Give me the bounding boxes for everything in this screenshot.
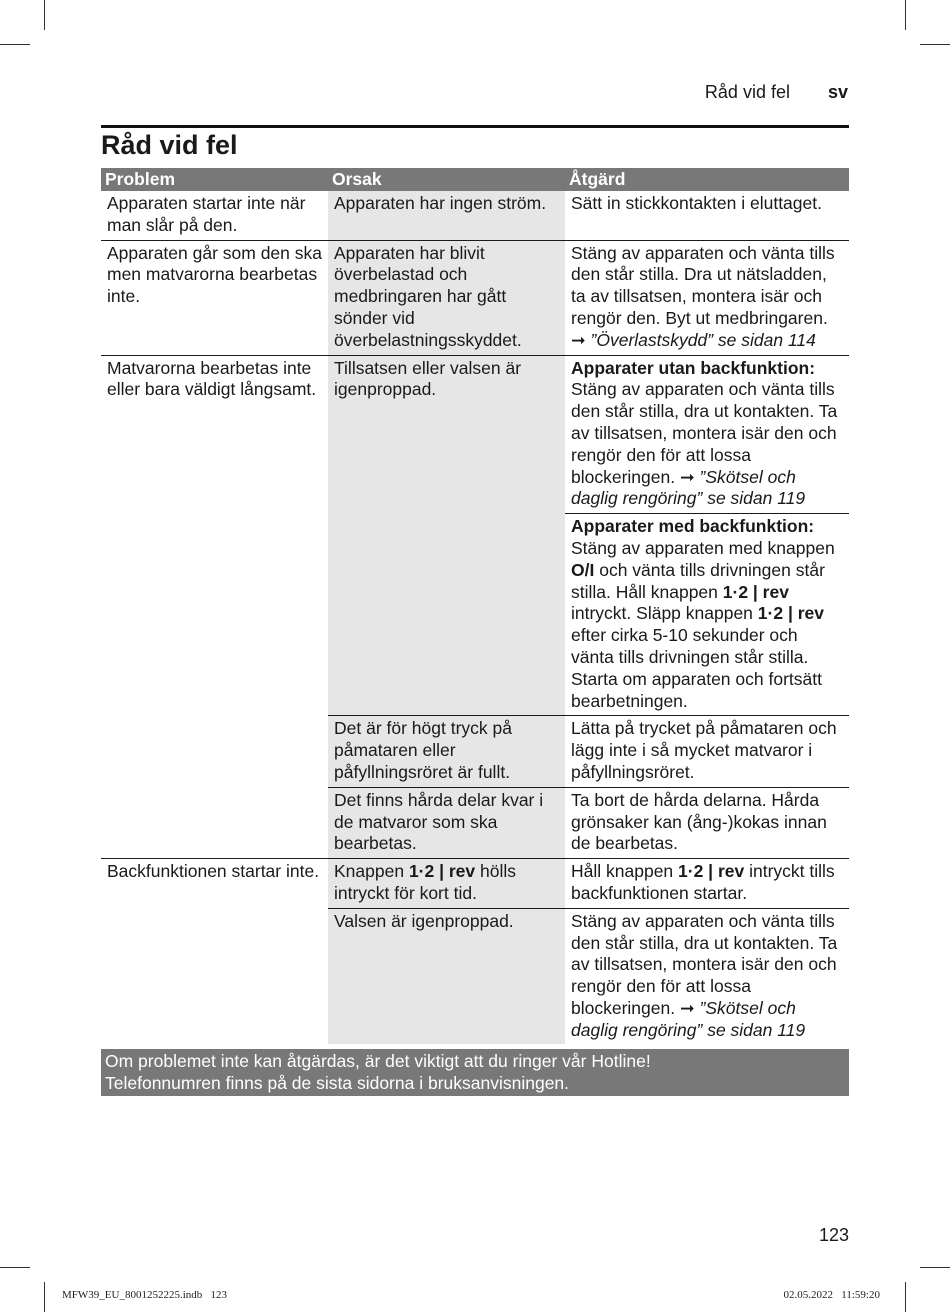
remedy-text: Stäng av apparaten och vänta tills den står stilla, dra ut kontakten. Ta av tillsatsen, montera isär den och rengör den för att lossa blockeringen. bbox=[571, 910, 838, 1018]
remedy-text: Håll knappen bbox=[571, 861, 674, 882]
remedy-text: intryckt. Släpp knappen bbox=[571, 603, 753, 624]
crop-mark bbox=[44, 1282, 45, 1312]
crop-mark bbox=[0, 44, 30, 45]
page-reference: ”Skötsel och daglig rengöring” se sidan 119 bbox=[571, 997, 806, 1040]
crop-mark bbox=[44, 0, 45, 30]
print-slug-date: 02.05.2022 11:59:20 bbox=[783, 1289, 880, 1301]
table-row bbox=[101, 191, 849, 240]
remedy-cell bbox=[565, 355, 849, 514]
print-slug-file: MFW39_EU_8001252225.indb 123 bbox=[62, 1289, 227, 1301]
arrow-icon: ➞ bbox=[679, 997, 695, 1018]
remedy-text: och vänta tills drivningen står stilla. Håll knappen bbox=[571, 559, 825, 602]
remedy-cell: Sätt in stickkontakten i eluttaget. bbox=[565, 191, 849, 240]
power-button-symbol: O/I bbox=[571, 559, 595, 580]
crop-mark bbox=[905, 1282, 906, 1312]
title-rule bbox=[101, 125, 849, 128]
cause-cell bbox=[328, 859, 565, 909]
speed-rev-button-symbol: 1·2 | rev bbox=[678, 861, 745, 882]
running-head-lang: sv bbox=[827, 82, 848, 102]
cause-cell: Apparaten har ingen ström. bbox=[328, 191, 565, 240]
remedy-cell: Ta bort de hårda delarna. Hårda grönsaker kan (ång-)kokas innan de bearbetas. bbox=[565, 787, 849, 858]
problem-cell: Backfunktionen startar inte. bbox=[101, 859, 328, 1045]
remedy-text: intryckt tills backfunktionen startar. bbox=[571, 861, 835, 903]
hotline-note-line: Om problemet inte kan åtgärdas, är det viktigt att du ringer vår Hotline! bbox=[105, 1051, 651, 1071]
cause-cell: Det finns hårda delar kvar i de matvaror som ska bearbetas. bbox=[328, 787, 565, 858]
page-reference: ”Överlastskydd” se sidan 114 bbox=[590, 329, 816, 350]
problem-cell: Apparaten går som den ska men matvarorna bearbetas inte. bbox=[101, 240, 328, 355]
cause-cell: Valsen är igenproppad. bbox=[328, 908, 565, 1044]
remedy-heading: Apparater utan backfunktion: bbox=[571, 357, 816, 378]
cause-text: hölls intryckt för kort tid. bbox=[334, 861, 517, 903]
speed-rev-button-symbol: 1·2 | rev bbox=[722, 581, 789, 602]
remedy-text: Stäng av apparaten med knappen bbox=[571, 537, 835, 558]
cause-cell: Det är för högt tryck på påmataren eller påfyllningsröret är fullt. bbox=[328, 716, 565, 787]
remedy-text: Stäng av apparaten och vänta tills den står stilla. Dra ut nätsladden, ta av tillsatsen, montera isär och rengör den. Byt ut medbringaren. bbox=[571, 242, 835, 328]
problem-cell: Matvarorna bearbetas inte eller bara väldigt långsamt. bbox=[101, 355, 328, 859]
speed-rev-button-symbol: 1·2 | rev bbox=[757, 603, 824, 624]
page-number: 123 bbox=[818, 1225, 849, 1245]
cause-cell: Apparaten har blivit överbelastad och medbringaren har gått sönder vid överbelastningsskyddet. bbox=[328, 240, 565, 355]
speed-rev-button-symbol: 1·2 | rev bbox=[408, 861, 476, 882]
troubleshooting-table bbox=[101, 168, 849, 1044]
remedy-cell bbox=[565, 514, 849, 716]
crop-mark bbox=[0, 1267, 30, 1268]
table-row bbox=[101, 355, 849, 514]
table-row bbox=[101, 859, 849, 909]
table-row bbox=[101, 240, 849, 355]
remedy-cell bbox=[565, 859, 849, 909]
problem-cell: Apparaten startar inte när man slår på den. bbox=[101, 191, 328, 240]
cause-cell: Tillsatsen eller valsen är igenproppad. bbox=[328, 355, 565, 716]
column-header-problem: Problem bbox=[101, 168, 328, 191]
page-title: Råd vid fel bbox=[101, 130, 238, 160]
cause-text: Knappen bbox=[334, 861, 405, 882]
remedy-cell bbox=[565, 908, 849, 1044]
hotline-note-line: Telefonnumren finns på de sista sidorna i bruksanvisningen. bbox=[105, 1073, 570, 1093]
remedy-text: efter cirka 5-10 sekunder och vänta tills drivningen står stilla. Starta om apparaten och fortsätt bearbetningen. bbox=[571, 625, 822, 711]
column-header-cause: Orsak bbox=[328, 168, 565, 191]
remedy-cell: Lätta på trycket på påmataren och lägg inte i så mycket matvaror i påfyllningsröret. bbox=[565, 716, 849, 787]
crop-mark bbox=[920, 1267, 950, 1268]
remedy-text: Stäng av apparaten och vänta tills den står stilla, dra ut kontakten. Ta av tillsatsen, montera isär den och rengör den för att lossa blockeringen. bbox=[571, 379, 838, 487]
crop-mark bbox=[920, 44, 950, 45]
page-reference: ”Skötsel och daglig rengöring” se sidan 119 bbox=[571, 466, 806, 509]
running-head-section: Råd vid fel bbox=[704, 82, 790, 102]
arrow-icon: ➞ bbox=[571, 329, 586, 350]
column-header-remedy: Åtgärd bbox=[565, 168, 849, 191]
arrow-icon: ➞ bbox=[679, 466, 695, 487]
crop-mark bbox=[905, 0, 906, 30]
running-head bbox=[705, 82, 848, 103]
remedy-heading: Apparater med backfunktion: bbox=[571, 516, 815, 537]
remedy-cell bbox=[565, 240, 849, 355]
table-header-row bbox=[101, 168, 849, 191]
hotline-note bbox=[101, 1049, 849, 1096]
